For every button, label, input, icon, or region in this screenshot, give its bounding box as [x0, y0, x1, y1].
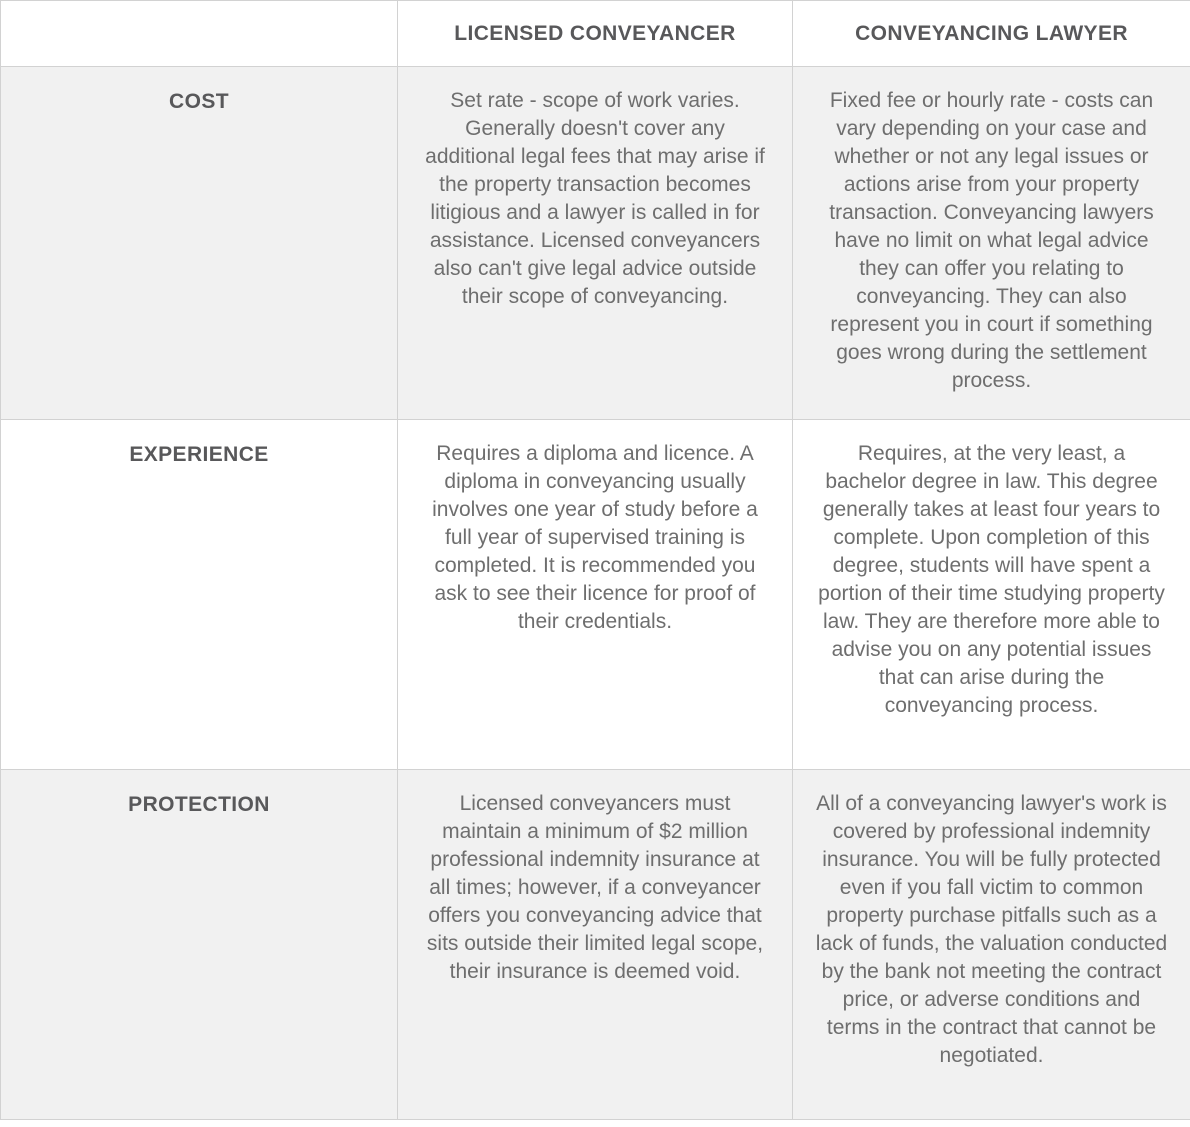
header-row — [1, 1, 1190, 67]
header-cell-conveyancing-lawyer: CONVEYANCING LAWYER — [793, 1, 1190, 67]
header-cell-empty — [1, 1, 398, 67]
cell-experience-conveyancing-lawyer: Requires, at the very least, a bachelor degree in law. This degree generally takes at least four years to complete. Upon completion of this degree, students will have spent a portion of their time studying property law. They are therefore more able to advise you on any potential issues that can arise during the conveyancing process. — [793, 420, 1190, 770]
row-label-experience: EXPERIENCE — [1, 420, 398, 770]
cell-protection-conveyancing-lawyer: All of a conveyancing lawyer's work is covered by professional indemnity insurance. You will be fully protected even if you fall victim to common property purchase pitfalls such as a lack of funds, the valuation conducted by the bank not meeting the contract price, or adverse conditions and terms in the contract that cannot be negotiated. — [793, 770, 1190, 1120]
header-cell-licensed-conveyancer: LICENSED CONVEYANCER — [398, 1, 793, 67]
row-label-cost: COST — [1, 67, 398, 420]
cell-cost-licensed-conveyancer: Set rate - scope of work varies. Generally doesn't cover any additional legal fees that may arise if the property transaction becomes litigious and a lawyer is called in for assistance. Licensed conveyancers also can't give legal advice outside their scope of conveyancing. — [398, 67, 793, 420]
cell-cost-conveyancing-lawyer: Fixed fee or hourly rate - costs can vary depending on your case and whether or not any legal issues or actions arise from your property transaction. Conveyancing lawyers have no limit on what legal advice they can offer you relating to conveyancing. They can also represent you in court if something goes wrong during the settlement process. — [793, 67, 1190, 420]
row-label-protection: PROTECTION — [1, 770, 398, 1120]
table-row-experience — [1, 420, 1190, 770]
next-row-cutoff-strip — [0, 1120, 1190, 1127]
cell-protection-licensed-conveyancer: Licensed conveyancers must maintain a minimum of $2 million professional indemnity insurance at all times; however, if a conveyancer offers you conveyancing advice that sits outside their limited legal scope, their insurance is deemed void. — [398, 770, 793, 1120]
table-row-protection — [1, 770, 1190, 1120]
table-row-cost — [1, 67, 1190, 420]
cell-experience-licensed-conveyancer: Requires a diploma and licence. A diploma in conveyancing usually involves one year of study before a full year of supervised training is completed. It is recommended you ask to see their licence for proof of their credentials. — [398, 420, 793, 770]
